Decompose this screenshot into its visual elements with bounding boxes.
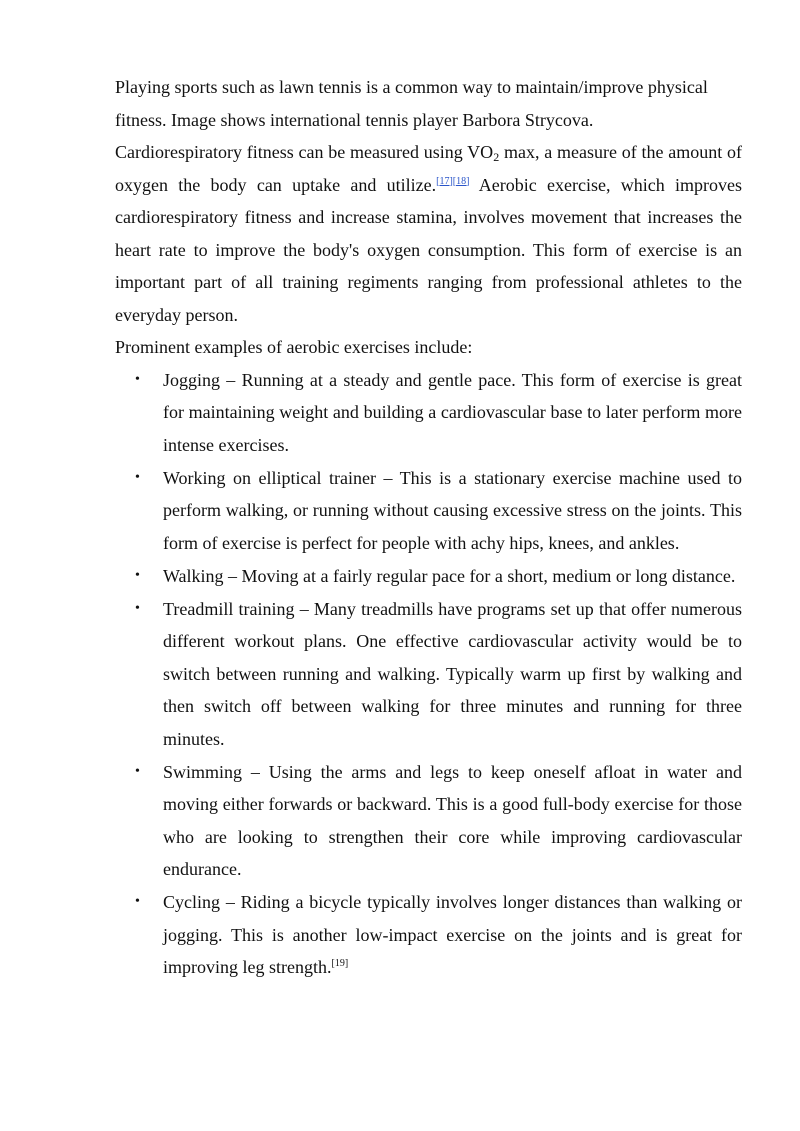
citation-link-18[interactable]: [18] — [452, 175, 470, 187]
bullet-icon: • — [135, 567, 140, 583]
citation-link-17[interactable]: [17] — [436, 175, 453, 187]
list-item-walking — [115, 560, 742, 593]
bullet-icon: • — [135, 469, 140, 485]
page-content — [115, 71, 742, 984]
citation-group — [436, 176, 469, 187]
bullet-icon: • — [135, 371, 140, 387]
aerobic-exercise-list — [115, 364, 742, 984]
image-caption: Playing sports such as lawn tennis is a common way to maintain/improve physical fitness. Image shows international tennis player Barbora Strycova. — [115, 77, 708, 130]
citation-19: [19] — [331, 958, 349, 969]
list-item-text: Jogging – Running at a steady and gentle pace. This form of exercise is great for maintaining weight and building a cardiovascular base to later perform more intense exercises. — [163, 369, 742, 455]
list-item-text: Working on elliptical trainer – This is a stationary exercise machine used to perform walking, or running without causing excessive stress on the joints. This form of exercise is perfect for people with achy hips, knees, and ankles. — [163, 467, 742, 553]
list-item-text: Cycling – Riding a bicycle typically involves longer distances than walking or jogging. This is another low-impact exercise on the joints and is great for improving leg strength. — [163, 892, 742, 977]
bullet-icon: • — [135, 600, 140, 616]
list-item-treadmill — [115, 593, 742, 756]
subscript-two: 2 — [493, 150, 500, 164]
list-item-cycling — [115, 886, 742, 984]
bullet-icon: • — [135, 894, 140, 909]
list-item-text: Swimming – Using the arms and legs to keep oneself afloat in water and moving either forwards or backward. This is a good full-body exercise for those who are looking to strengthen their core while improving cardiovascular endurance. — [163, 761, 742, 879]
list-item-text: Walking – Moving at a fairly regular pace for a short, medium or long distance. — [163, 565, 736, 586]
list-item-jogging — [115, 364, 742, 462]
bullet-icon: • — [135, 763, 140, 779]
list-item-elliptical — [115, 462, 742, 560]
list-intro: Prominent examples of aerobic exercises include: — [115, 337, 473, 357]
paragraph-text: Cardiorespiratory fitness can be measured using VO — [115, 142, 494, 162]
list-item-swimming — [115, 756, 742, 886]
list-item-text: Treadmill training – Many treadmills have programs set up that offer numerous different workout plans. One effective cardiovascular activity would be to switch between running and walking. Typically warm up first by walking and then switch off between walking for three minutes and running for three minutes. — [163, 598, 742, 749]
body-paragraph — [115, 136, 742, 331]
paragraph-text: Aerobic exercise, which improves cardiorespiratory fitness and increase stamina, involves movement that increases the heart rate to improve the body's oxygen consumption. This form of exercise is an important part of all training regiments ranging from professional athletes to the everyday person. — [115, 174, 742, 325]
paragraph-text: max, a measure of the amount of oxygen the body can uptake and utilize. — [115, 142, 742, 195]
